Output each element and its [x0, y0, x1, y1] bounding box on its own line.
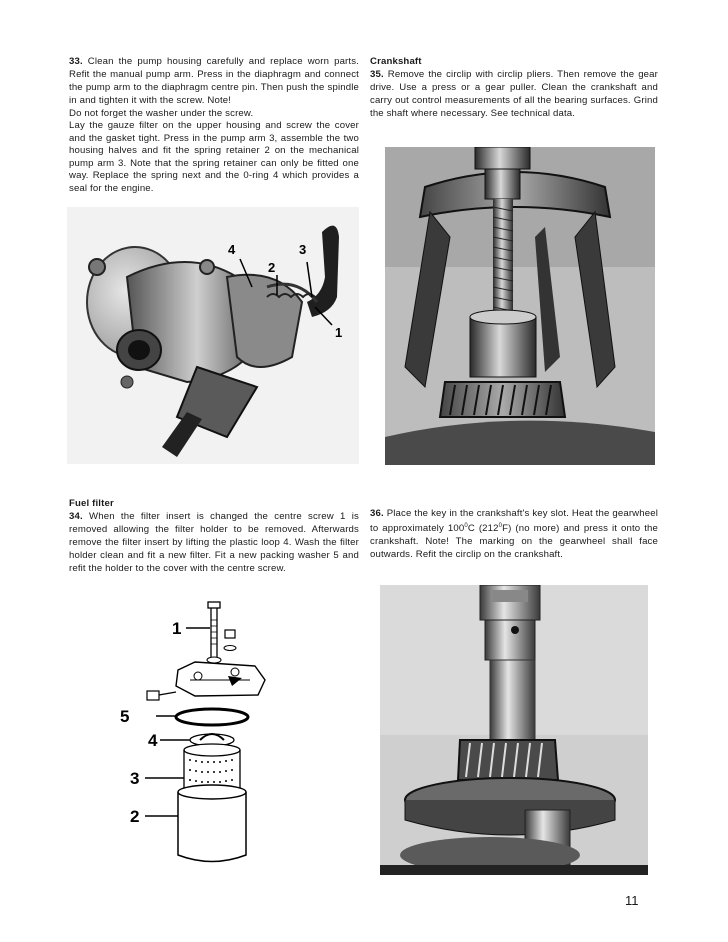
step-33-number: 33.	[69, 56, 83, 67]
step-36-text	[370, 507, 658, 561]
page-number: 11	[625, 893, 639, 908]
pump-label-2: 2	[268, 260, 276, 275]
step-36-body-b: C (212	[467, 523, 499, 535]
step-34-number: 34.	[69, 511, 83, 522]
step-35-text	[370, 55, 658, 120]
degree-mark-2: 0	[498, 523, 503, 529]
fuel-filter-drawing	[120, 600, 295, 870]
step-34-text	[69, 497, 359, 575]
pump-label-4: 4	[228, 242, 236, 257]
crankshaft-photo	[380, 585, 648, 875]
step-35-number: 35.	[370, 69, 384, 80]
pump-label-1: 1	[335, 325, 343, 340]
filter-label-5: 5	[120, 707, 130, 726]
filter-label-4: 4	[148, 731, 158, 750]
step-36-body-a: Place the key in the crankshaft's key slot. Heat the gearwheel to approximately 100	[370, 508, 658, 535]
fuel-filter-heading: Fuel filter	[69, 498, 114, 509]
crankshaft-heading: Crankshaft	[370, 56, 422, 67]
degree-mark-1: 0	[464, 523, 468, 529]
step-33-text	[69, 55, 359, 196]
step-34-body: When the filter insert is changed the centre screw 1 is removed allowing the filter holder to be removed. Afterwards remove the filter insert by lifting the plastic loop 4. Wash the filter holder clean and fit a new filter. Fit a new packing washer 5 and refit the holder to the cover with the centre screw.	[69, 511, 359, 574]
filter-label-1: 1	[172, 619, 182, 638]
pump-label-3: 3	[299, 242, 307, 257]
step-33-body-1: Clean the pump housing carefully and replace worn parts. Refit the manual pump arm. Press in the diaphragm and connect the pump arm to the diaphragm centre pin. Then push the spindle in and tighten it with the screw. Note!	[69, 56, 359, 106]
step-36-number: 36.	[370, 508, 384, 519]
step-35-body: Remove the circlip with circlip pliers. Then remove the gear drive. Use a press or a gear puller. Clean the crankshaft and carry out control measurements of all the bearing surfaces. Grind the shaft where necessary. See technical data.	[370, 69, 658, 119]
fuel-pump-photo	[67, 207, 359, 464]
step-36-body-c: F) (no more) and press it onto the crankshaft. Note! The marking on the gearwheel shall face outwards. Refit the circlip on the crankshaft.	[370, 523, 658, 561]
gear-puller-photo	[385, 147, 655, 465]
step-33-body-3: Lay the gauze filter on the upper housing and screw the cover and the gasket tight. Press in the pump arm 3, assemble the two housing halves and fit the spring retainer 2 on the mechanical pump arm 3. Note that the spring retainer can only be fitted one way. Replace the spring next and the 0-ring 4 which provides a seal for the engine.	[69, 120, 359, 194]
filter-label-2: 2	[130, 807, 140, 826]
step-33-body-2: Do not forget the washer under the screw.	[69, 108, 254, 119]
filter-label-3: 3	[130, 769, 140, 788]
